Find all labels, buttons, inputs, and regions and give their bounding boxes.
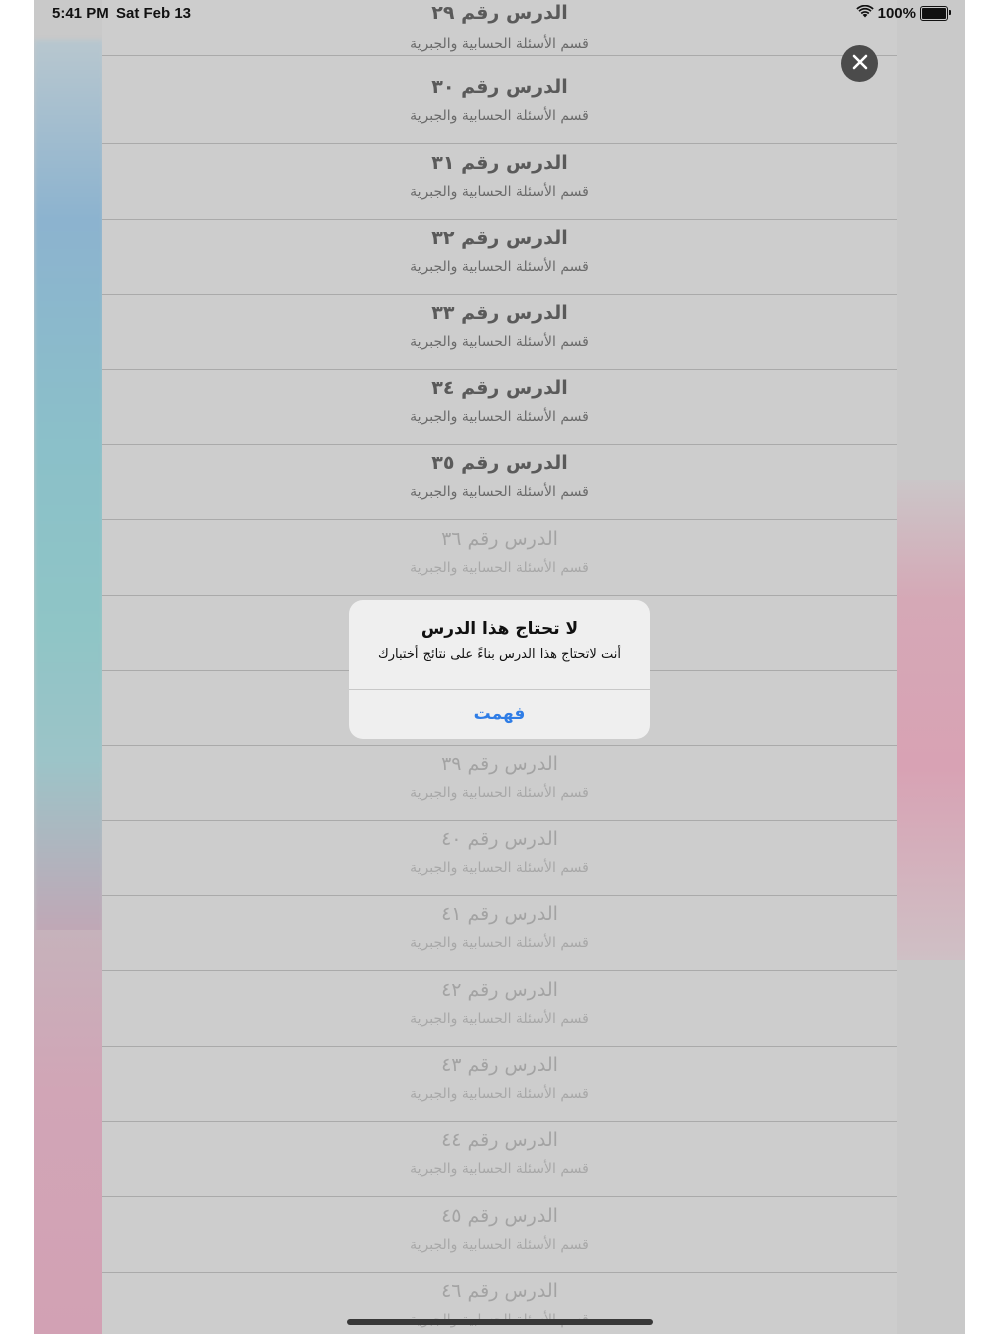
lesson-subtitle: قسم الأسئلة الحسابية والجبرية (410, 334, 589, 350)
lesson-title: الدرس رقم ٤٢ (441, 979, 558, 1001)
lesson-title: الدرس رقم ٢٩ (431, 2, 568, 24)
lesson-subtitle: قسم الأسئلة الحسابية والجبرية (410, 36, 589, 52)
lesson-row[interactable] (102, 820, 897, 896)
lesson-subtitle: قسم الأسئلة الحسابية والجبرية (410, 785, 589, 801)
status-bar (0, 0, 1000, 28)
lesson-subtitle: قسم الأسئلة الحسابية والجبرية (410, 1161, 589, 1177)
lesson-row[interactable] (102, 444, 897, 520)
lesson-title: الدرس رقم ٤٥ (441, 1205, 558, 1227)
lesson-subtitle: قسم الأسئلة الحسابية والجبرية (410, 860, 589, 876)
background-gradient-left (34, 40, 104, 940)
alert-dialog (349, 600, 650, 739)
lesson-title: الدرس رقم ٣٥ (431, 452, 568, 474)
lesson-row[interactable] (102, 68, 897, 144)
status-date: Sat Feb 13 (116, 5, 192, 22)
lesson-title: الدرس رقم ٣٣ (431, 302, 568, 324)
alert-ok-button[interactable]: فهمت (473, 704, 526, 724)
lesson-subtitle: قسم الأسئلة الحسابية والجبرية (410, 409, 589, 425)
lesson-title: الدرس رقم ٣٦ (441, 528, 558, 550)
lesson-row[interactable] (102, 1121, 897, 1197)
lesson-row[interactable] (102, 219, 897, 295)
lesson-title: الدرس رقم ٣٤ (431, 377, 568, 399)
background-gradient-left-bottom (34, 930, 104, 1334)
lesson-row[interactable] (102, 144, 897, 220)
lesson-title: الدرس رقم ٤١ (441, 903, 558, 925)
lesson-title: الدرس رقم ٤٠ (441, 828, 558, 850)
lesson-row[interactable] (102, 369, 897, 445)
lesson-row[interactable] (102, 971, 897, 1047)
lesson-title: الدرس رقم ٣١ (431, 152, 568, 174)
lesson-row[interactable] (102, 294, 897, 370)
lesson-subtitle: قسم الأسئلة الحسابية والجبرية (410, 1086, 589, 1102)
status-time: 5:41 PM (52, 5, 109, 22)
battery-tip (949, 10, 951, 15)
battery-percent: 100% (877, 5, 916, 22)
lesson-row[interactable] (102, 1046, 897, 1122)
lesson-subtitle: قسم الأسئلة الحسابية والجبرية (410, 259, 589, 275)
lesson-title: الدرس رقم ٣٠ (431, 76, 568, 98)
alert-title: لا تحتاج هذا الدرس (420, 619, 579, 639)
lesson-title: الدرس رقم ٣٢ (431, 227, 568, 249)
lesson-subtitle: قسم الأسئلة الحسابية والجبرية (410, 935, 589, 951)
status-right (856, 5, 948, 22)
lesson-subtitle: قسم الأسئلة الحسابية والجبرية (410, 484, 589, 500)
lesson-row[interactable] (102, 745, 897, 821)
battery-icon (920, 6, 948, 21)
close-button[interactable] (841, 45, 878, 82)
battery-fill (922, 8, 946, 19)
lesson-title: الدرس رقم ٣٩ (441, 753, 558, 775)
lesson-subtitle: قسم الأسئلة الحسابية والجبرية (410, 1237, 589, 1253)
background-gradient-right (895, 480, 965, 960)
close-icon (852, 54, 868, 74)
lesson-subtitle: قسم الأسئلة الحسابية والجبرية (410, 184, 589, 200)
lesson-row[interactable] (102, 895, 897, 971)
lesson-subtitle: قسم الأسئلة الحسابية والجبرية (410, 108, 589, 124)
lesson-title: الدرس رقم ٤٣ (441, 1054, 558, 1076)
lesson-row[interactable] (102, 520, 897, 596)
lesson-title: الدرس رقم ٤٦ (441, 1280, 558, 1302)
lesson-title: الدرس رقم ٤٤ (441, 1129, 558, 1151)
lesson-row[interactable] (102, 1197, 897, 1273)
alert-message: أنت لاتحتاج هذا الدرس بناءً على نتائج أختبارك (378, 647, 621, 662)
lesson-subtitle: قسم الأسئلة الحسابية والجبرية (410, 560, 589, 576)
home-indicator[interactable] (347, 1319, 653, 1325)
lesson-subtitle: قسم الأسئلة الحسابية والجبرية (410, 1011, 589, 1027)
wifi-icon (856, 5, 874, 22)
